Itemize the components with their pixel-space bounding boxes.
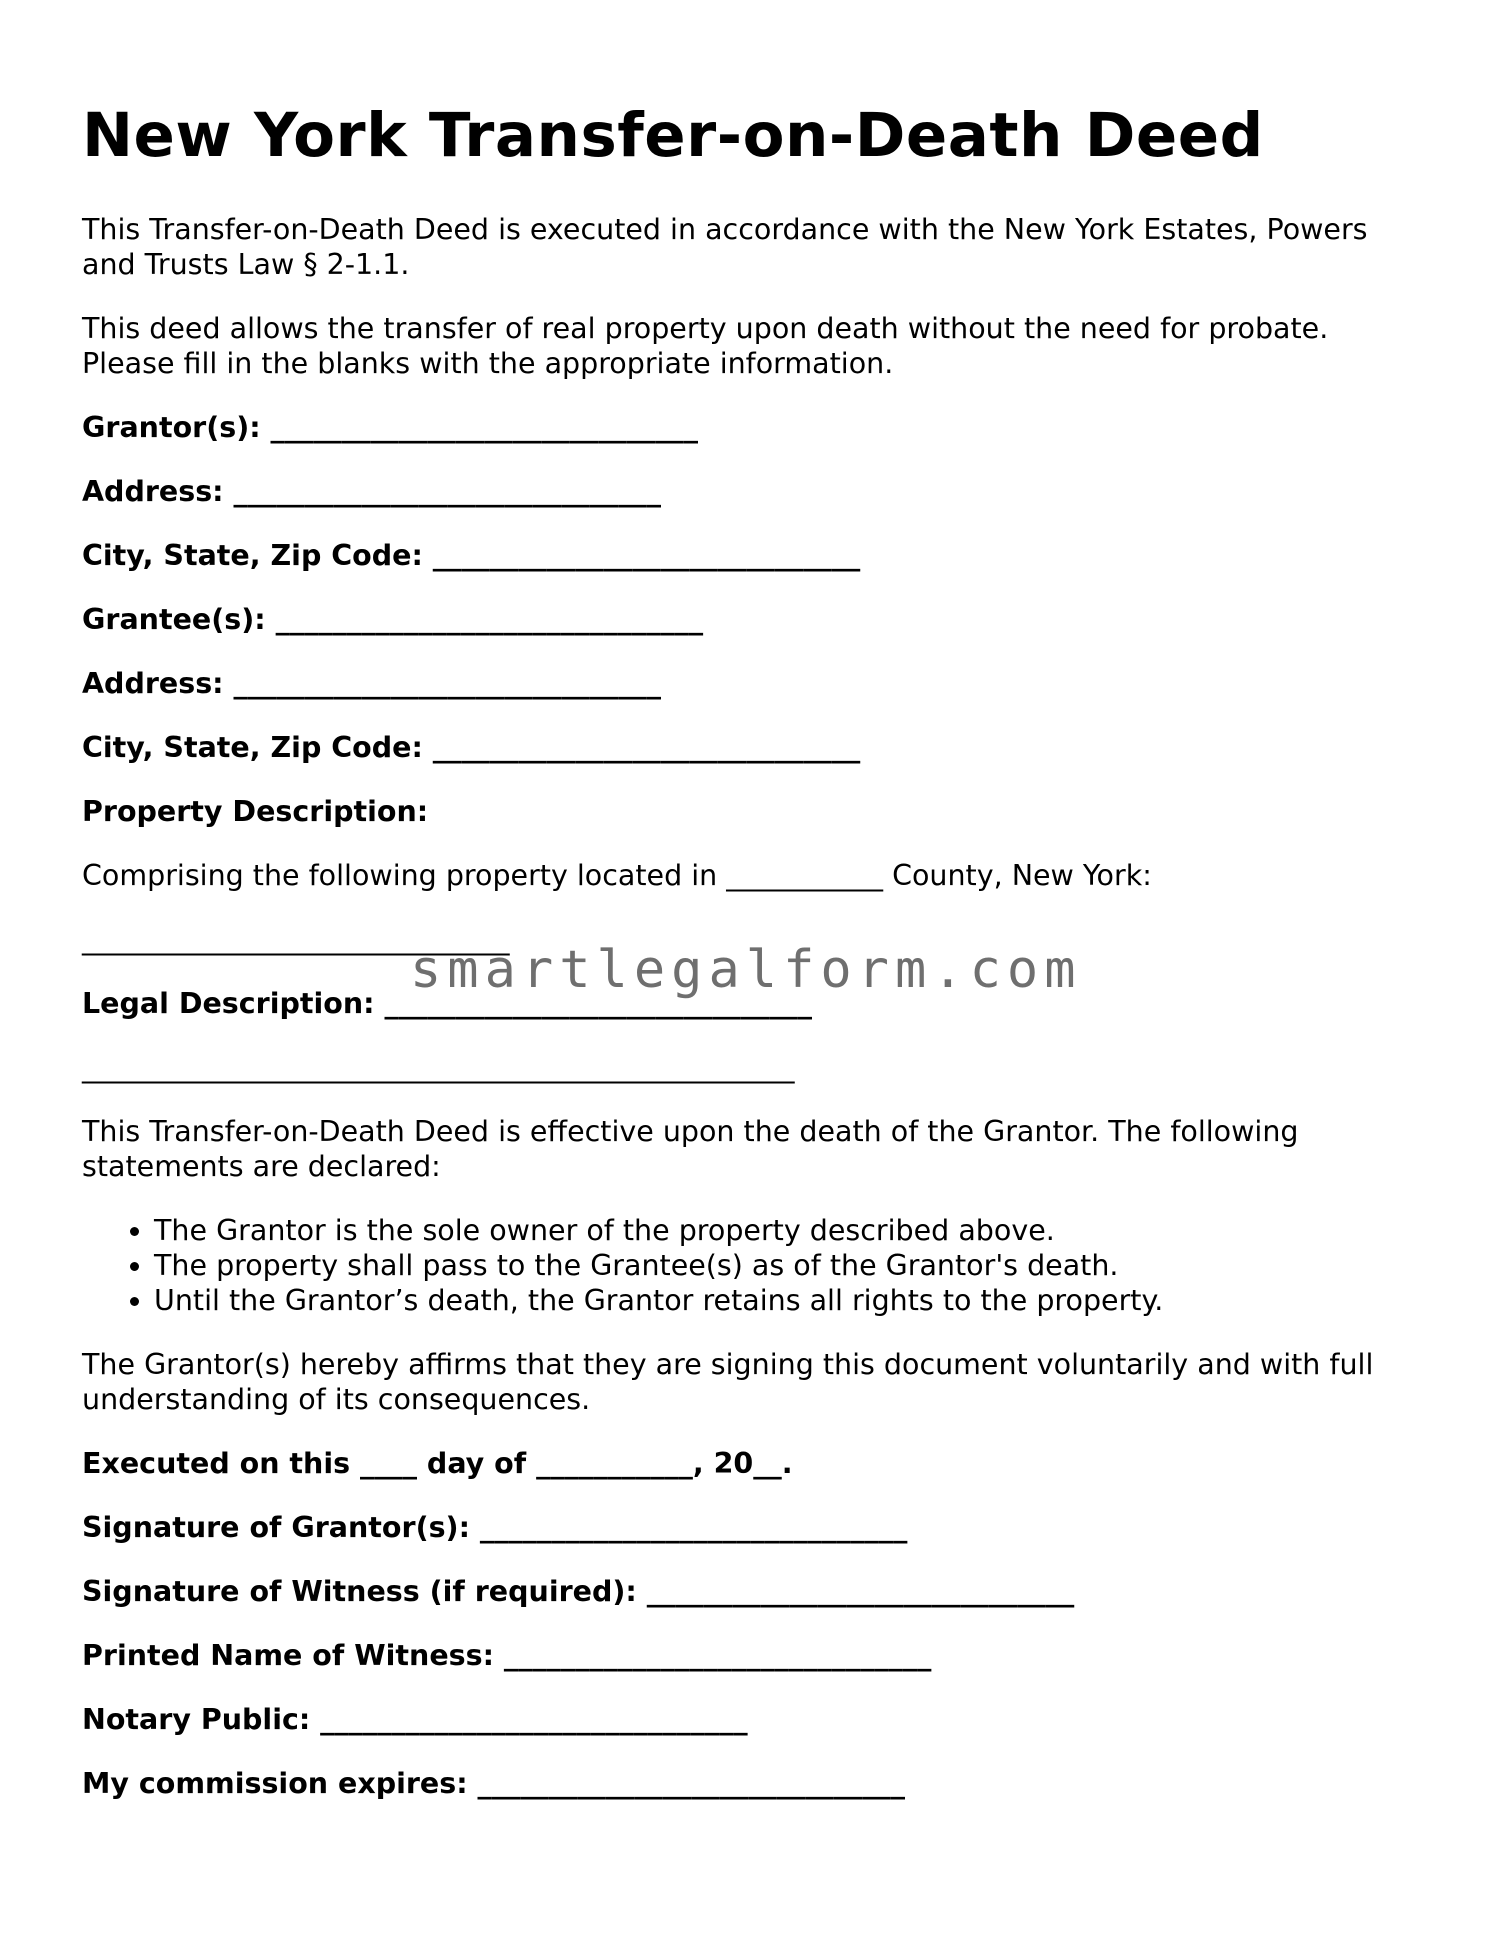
notary-field: Notary Public: ______________________________: [82, 1703, 748, 1736]
witness-signature-field: Signature of Witness (if required): ______________________________: [82, 1575, 1075, 1608]
legal-description-field: Legal Description: ______________________________: [82, 987, 812, 1020]
county-line: Comprising the following property located in ___________ County, New York:: [82, 859, 1152, 892]
grantee-address-field: Address: ______________________________: [82, 667, 661, 700]
property-blank-line: ______________________________: [82, 923, 510, 956]
list-item: • The property shall pass to the Grantee(s) as of the Grantor's death.: [154, 1248, 1422, 1283]
affirmation-paragraph: The Grantor(s) hereby affirms that they are signing this document voluntarily and with full understanding of its consequences.: [82, 1348, 1374, 1416]
grantor-city-field: City, State, Zip Code: ______________________________: [82, 539, 861, 572]
list-item: • Until the Grantor’s death, the Grantor retains all rights to the property.: [154, 1283, 1422, 1318]
grantee-city-field: City, State, Zip Code: ______________________________: [82, 731, 861, 764]
property-description-heading: Property Description:: [82, 795, 429, 828]
document-page: [82, 100, 1422, 1830]
list-item: • The Grantor is the sole owner of the property described above.: [154, 1213, 1422, 1248]
grantee-field: Grantee(s): ______________________________: [82, 603, 704, 636]
grantor-address-field: Address: ______________________________: [82, 475, 661, 508]
document-title: New York Transfer-on-Death Deed: [82, 100, 1264, 171]
grantor-signature-field: Signature of Grantor(s): ______________________________: [82, 1511, 908, 1544]
intro-paragraph-2: This deed allows the transfer of real property upon death without the need for probate. Please fill in the blanks with the appropriate information.: [82, 312, 1329, 380]
witness-name-field: Printed Name of Witness: ______________________________: [82, 1639, 932, 1672]
grantor-field: Grantor(s): ______________________________: [82, 411, 699, 444]
commission-expires-field: My commission expires: ______________________________: [82, 1767, 906, 1800]
effective-paragraph: This Transfer-on-Death Deed is effective upon the death of the Grantor. The following statements are declared:: [82, 1115, 1299, 1183]
executed-date-field: Executed on this ____ day of ___________, 20__.: [82, 1447, 793, 1480]
intro-paragraph-1: This Transfer-on-Death Deed is executed in accordance with the New York Estates, Powers and Trusts Law § 2-1.1.: [82, 213, 1368, 281]
legal-description-blank-line: __________________________________________________: [82, 1051, 795, 1084]
statements-list: [82, 1213, 1422, 1318]
watermark: smartlegalform.com: [410, 940, 1082, 1000]
